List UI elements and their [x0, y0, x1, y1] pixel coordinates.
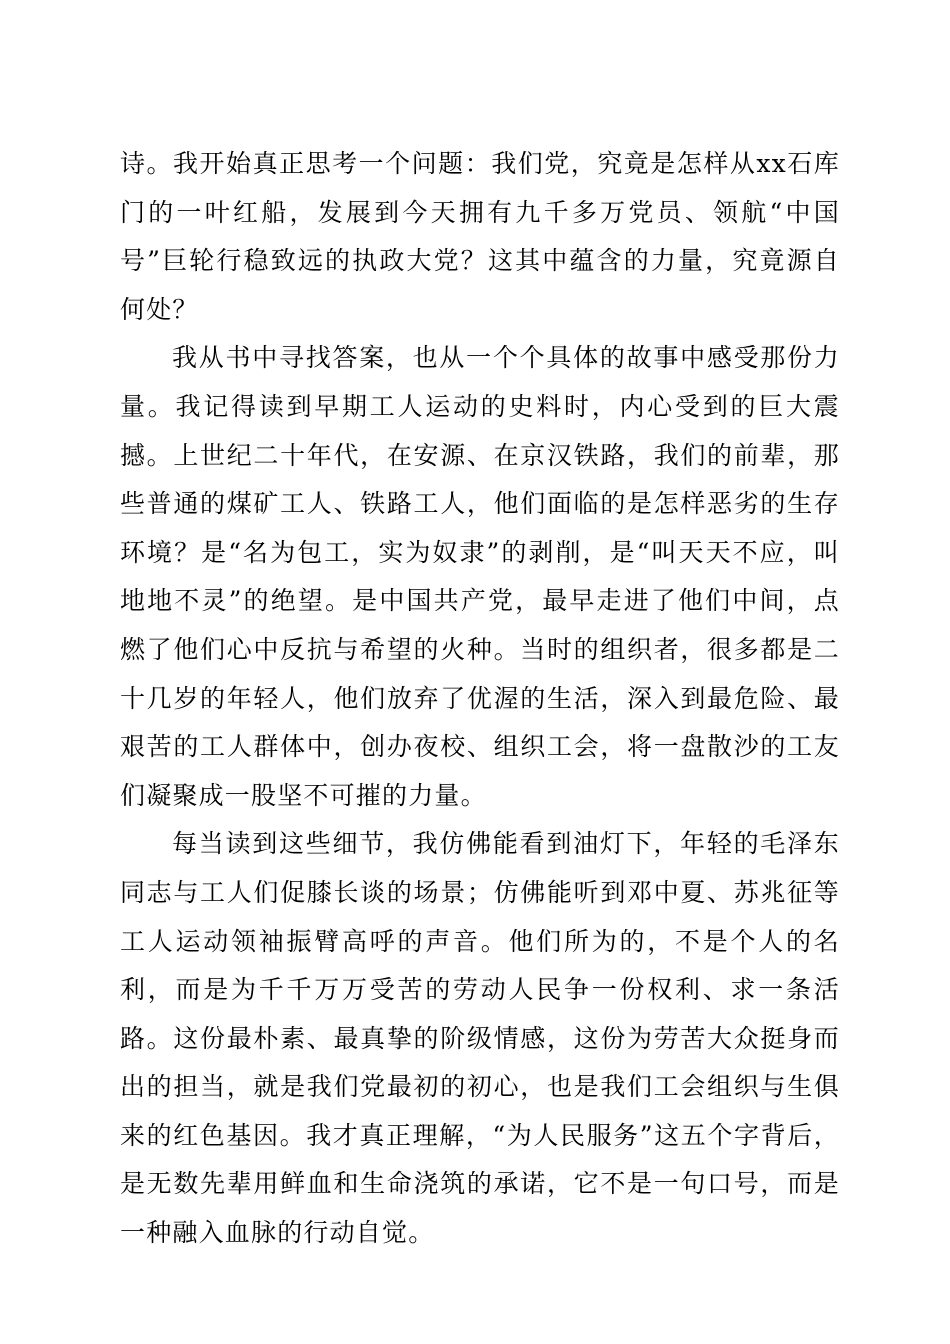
paragraph-1: 诗。我开始真正思考一个问题：我们党，究竟是怎样从xx石库门的一叶红船，发展到今天拥有九千多万党员、领航“中国号”巨轮行稳致远的执政大党？这其中蕴含的力量，究竟源自何处？ [120, 149, 840, 324]
paragraph-2: 我从书中寻找答案，也从一个个具体的故事中感受那份力量。我记得读到早期工人运动的史料时，内心受到的巨大震撼。上世纪二十年代，在安源、在京汉铁路，我们的前辈，那些普通的煤矿工人、铁路工人，他们面临的是怎样恶劣的生存环境？是“名为包工，实为奴隶”的剥削，是“叫天天不应，叫地地不灵”的绝望。是中国共产党，最早走进了他们中间，点燃了他们心中反抗与希望的火种。当时的组织者，很多都是二十几岁的年轻人，他们放弃了优渥的生活，深入到最危险、最艰苦的工人群体中，创办夜校、组织工会，将一盘散沙的工友们凝聚成一股坚不可摧的力量。 [120, 343, 840, 810]
document-body [120, 140, 840, 1258]
paragraph-3: 每当读到这些细节，我仿佛能看到油灯下，年轻的毛泽东同志与工人们促膝长谈的场景；仿佛能听到邓中夏、苏兆征等工人运动领袖振臂高呼的声音。他们所为的，不是个人的名利，而是为千千万万受苦的劳动人民争一份权利、求一条活路。这份最朴素、最真挚的阶级情感，这份为劳苦大众挺身而出的担当，就是我们党最初的初心，也是我们工会组织与生俱来的红色基因。我才真正理解，“为人民服务”这五个字背后，是无数先辈用鲜血和生命浇筑的承诺，它不是一句口号，而是一种融入血脉的行动自觉。 [120, 829, 840, 1248]
